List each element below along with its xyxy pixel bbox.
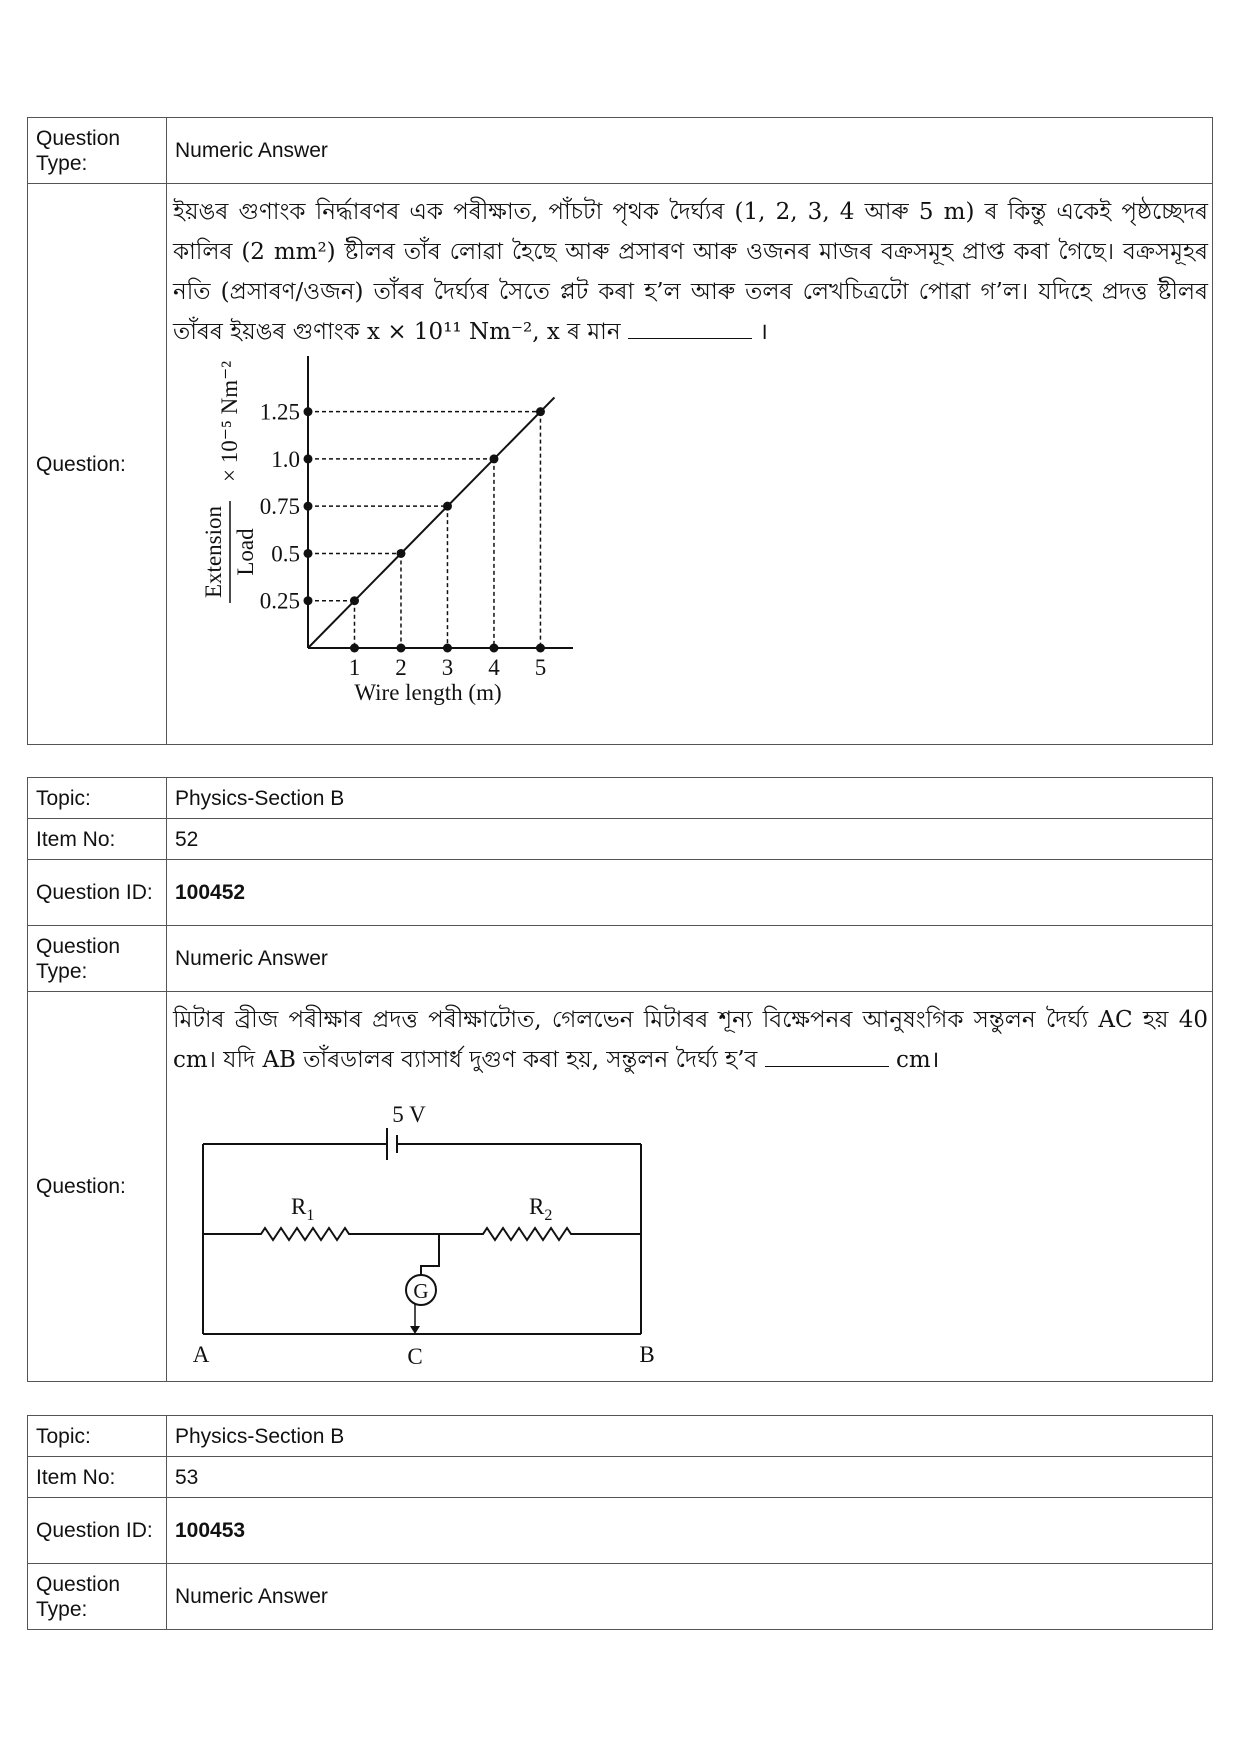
question-text-end: cm। bbox=[895, 1047, 940, 1073]
question-table-3 bbox=[27, 1415, 1213, 1630]
topic-label: Topic: bbox=[28, 1416, 167, 1457]
topic-label: Topic: bbox=[28, 778, 167, 819]
x-axis-label: Wire length (m) bbox=[354, 680, 502, 705]
question-type-value: Numeric Answer bbox=[167, 118, 1213, 184]
question-type-label: Question Type: bbox=[28, 1564, 167, 1630]
y-tick-label: 1.0 bbox=[271, 446, 300, 472]
question-text bbox=[167, 184, 1212, 352]
y-tick-label: 0.5 bbox=[271, 541, 300, 567]
galvanometer-wire bbox=[421, 1234, 439, 1276]
battery-label: 5 V bbox=[392, 1102, 426, 1127]
r1-label: $R_1$ bbox=[291, 1194, 315, 1224]
y-axis-label-numerator: Extension bbox=[201, 506, 226, 598]
galvanometer-label: G bbox=[413, 1279, 429, 1303]
question-id-label: Question ID: bbox=[28, 860, 167, 926]
item-no-value: 53 bbox=[167, 1457, 1213, 1498]
question-id-label: Question ID: bbox=[28, 1498, 167, 1564]
r2-label: $R_2$ bbox=[529, 1194, 553, 1224]
question-cell bbox=[167, 992, 1213, 1382]
jockey-arrow-icon bbox=[410, 1326, 420, 1334]
question-label: Question: bbox=[28, 184, 167, 745]
point-c-label: C bbox=[407, 1344, 423, 1368]
question-text-body: মিটাৰ ব্ৰীজ পৰীক্ষাৰ প্ৰদত্ত পৰীক্ষাটোত, গেলভেন মিটাৰৰ শূন্য বিক্ষেপনৰ আনুষংগিক সন্তুলন দৈৰ্ঘ্য AC হয় 40 cm। যদি AB তাঁৰডালৰ ব্যাসাৰ্ধ দুগুণ কৰা হয়, সন্তুলন দৈৰ্ঘ্য হ’ব bbox=[173, 1007, 1208, 1073]
data-point bbox=[536, 407, 545, 416]
question-type-value: Numeric Answer bbox=[167, 926, 1213, 992]
resistor-r1 bbox=[203, 1228, 439, 1240]
question-table-2 bbox=[27, 777, 1213, 1382]
x-tick-label: 4 bbox=[488, 655, 500, 680]
question-text-body: ইয়ঙৰ গুণাংক নিৰ্দ্ধাৰণৰ এক পৰীক্ষাত, পাঁচটা পৃথক দৈৰ্ঘ্যৰ (1, 2, 3, 4 আৰু 5 m) ৰ কিন্তু একেই পৃষ্ঠচ্ছেদৰ কালিৰ (2 mm²) ষ্টীলৰ তাঁৰ লোৱা হৈছে আৰু প্ৰসাৰণ আৰু ওজনৰ মাজৰ বক্ৰসমূহ প্ৰাপ্ত কৰা গৈছে। বক্ৰসমূহৰ নতি (প্ৰসাৰণ/ওজন) তাঁৰৰ দৈৰ্ঘ্যৰ সৈতে প্লট কৰা হ’ল আৰু তলৰ লেখচিত্ৰটো পোৱা গ’ল। যদিহে প্ৰদত্ত ষ্টীলৰ তাঁৰৰ ইয়ঙৰ গুণাংক x × 10¹¹ Nm⁻², x ৰ মান bbox=[173, 199, 1208, 345]
y-tick-label: 0.25 bbox=[259, 588, 300, 614]
answer-blank bbox=[628, 337, 752, 339]
question-type-label: Question Type: bbox=[28, 118, 167, 184]
meter-bridge-circuit bbox=[183, 1088, 703, 1368]
x-tick-label: 1 bbox=[348, 655, 361, 680]
x-tick-label: 2 bbox=[395, 655, 407, 680]
data-point bbox=[396, 549, 405, 558]
series-line bbox=[308, 397, 554, 648]
y-tick-label: 1.25 bbox=[259, 399, 300, 425]
y-axis-label-unit: × 10⁻⁵ Nm⁻² bbox=[217, 360, 242, 482]
question-cell bbox=[167, 184, 1213, 745]
question-text-end: । bbox=[759, 319, 768, 345]
item-no-value: 52 bbox=[167, 819, 1213, 860]
item-no-label: Item No: bbox=[28, 1457, 167, 1498]
point-a-label: A bbox=[192, 1342, 210, 1367]
x-tick-label: 5 bbox=[534, 655, 547, 680]
topic-value: Physics-Section B bbox=[167, 778, 1213, 819]
y-axis-label bbox=[201, 361, 258, 603]
y-axis-label-denominator: Load bbox=[233, 528, 258, 576]
question-label: Question: bbox=[28, 992, 167, 1382]
chart-ticks bbox=[260, 400, 546, 680]
question-text bbox=[167, 992, 1212, 1080]
answer-blank bbox=[765, 1065, 889, 1067]
x-tick-label: 3 bbox=[441, 655, 454, 680]
data-point bbox=[489, 454, 498, 463]
question-id-value: 100452 bbox=[167, 860, 1213, 926]
data-point bbox=[350, 596, 359, 605]
question-type-value: Numeric Answer bbox=[167, 1564, 1213, 1630]
resistor-r2 bbox=[439, 1228, 641, 1240]
topic-value: Physics-Section B bbox=[167, 1416, 1213, 1457]
item-no-label: Item No: bbox=[28, 819, 167, 860]
question-type-label: Question Type: bbox=[28, 926, 167, 992]
question-table-1 bbox=[27, 117, 1213, 745]
question-id-value: 100453 bbox=[167, 1498, 1213, 1564]
extension-per-load-chart bbox=[181, 356, 581, 726]
point-b-label: B bbox=[639, 1342, 655, 1367]
data-point bbox=[443, 502, 452, 511]
y-tick-label: 0.75 bbox=[259, 494, 300, 520]
